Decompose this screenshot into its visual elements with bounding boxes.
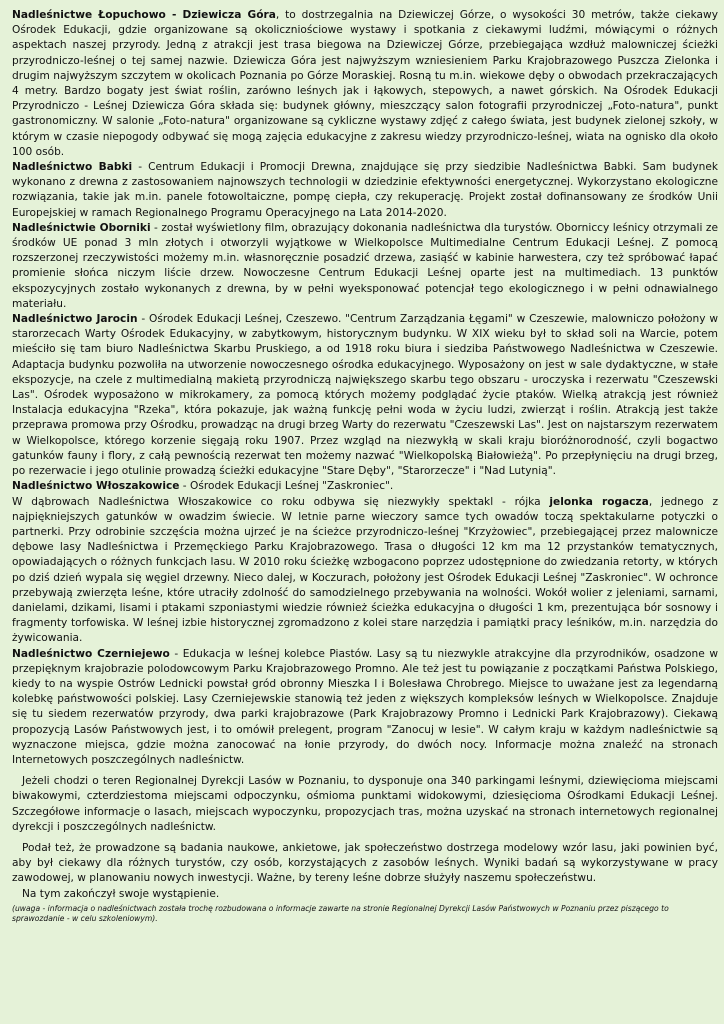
closing-paragraph-3: Na tym zakończył swoje wystąpienie.: [22, 887, 220, 900]
section-oborniki: [12, 221, 718, 312]
section-body: - Edukacja w leśnej kolebce Piastów. Lasy są tu niezwykle atrakcyjne dla przyrodników, osadzone w przepięknym krajobrazie polodowcowym Parku Krajobrazowego Promno. Ale też jest tu powiązanie z początkami Państwa Polskiego, kiedy to na wyspie Ostrów Lednicki powstał gród obronny Mieszka I i Bolesława Chrobrego. Miejsce to uważane jest za legendarną kolebkę państwowości polskiej. Lasy Czerniejewskie stanowią też jeden z większych kompleksów leśnych w Wielkopolsce. Znajduje się tu siedem rezerwatów przyrody, dwa parki krajobrazowe (Park Krajobrazowy Promno i Lednicki Park Krajobrazowy). Ciekawą propozycją Lasów Państwowych jest, i to omówił prelegent, program "Zanocuj w lesie". W całym kraju w każdym nadleśnictwie są wyznaczone miejsca, gdzie można zanocować na łonie przyrody, do dwóch nocy. Informacje można znaleźć na stronach Internetowych poszczególnych nadleśnictw.: [12, 647, 718, 766]
section-body: - Ośrodek Edukacji Leśnej "Zaskroniec".: [179, 480, 394, 493]
section-title: Nadleśnictwo Babki: [12, 161, 133, 174]
section-body: , to dostrzegalnia na Dziewiczej Górze, o wysokości 30 metrów, także ciekawy Ośrodek Edukacji, gdzie organizowane są okoliczniościowe wystawy i spotkania z ciekawymi ludźmi, mówiącymi o różnych aspektach naszej przyrody. Jedną z atrakcji jest trasa biegowa na Dziewiczej Górze, przebiegająca wzdłuż malowniczej ścieżki przyrodniczo-leśnej o tej samej nazwie. Dziewicza Góra jest najwyższym wzniesieniem Parku Krajobrazowego Puszcza Zielonka i drugim najwyższym szczytem w okolicach Poznania po Górze Moraskiej. Rosną tu m.in. wiekowe dęby o obwodach przekraczających 4 metry. Bardzo bogaty jest świat roślin, zarówno leśnych jak i łąkowych, stepowych, a nawet górskich. Na Ośrodek Edukacji Przyrodniczo - Leśnej Dziewicza Góra składa się: budynek główny, mieszczący salon fotografii przyrodniczej „Foto-natura", punkt gastronomiczny. W salonie „Foto-natura" organizowane są cykliczne wystawy zdjęć z całego świata, jest budynek zielonej szkoły, w którym w czasie niepogody odbywać się mogą zajęcia edukacyjne z zakresu wiedzy przyrodniczo-leśnej, wiata na ognisko dla około 100 osób.: [12, 9, 718, 158]
editor-note: (uwaga - informacja o nadleśnictwach została trochę rozbudowana o informacje zawarte na stronie Regionalnej Dyrekcji Lasów Państwowych w Poznaniu przez piszącego to sprawozdanie - w celu szkoleniowym).: [12, 903, 669, 923]
section-body: - Ośrodek Edukacji Leśnej, Czeszewo. "Centrum Zarządzania Łęgami" w Czeszewie, malowniczo położony w starorzecach Warty Ośrodek Edukacyjny, w zabytkowym, historycznym budynku. W XIX wieku był to skład soli na Warcie, potem mieściło się tam biuro Nadleśnictwa Skarbu Pruskiego, a od 1918 roku biura i siedziba Państwowego Nadleśnictwa w Czeszewie. Adaptacja budynku pozwoliła na utworzenie nowoczesnego ośrodka edukacyjnego. Wyposażony on jest w sale dydaktyczne, w stałe ekspozycje, na czele z multimedialną makietą przyrodniczą największego skarbu tego obszaru - uroczyska i rezerwatu "Czeszewski Las". Ośrodek wyposażono w mikrokamery, za pomocą których możemy podglądać życie ptaków. Wielką atrakcją jest również Instalacja edukacyjna "Rzeka", która pokazuje, jak ważną funkcję pełni woda w życiu ludzi, zwierząt i roślin. Atrakcją jest także przeprawa promowa przy Ośrodku, prowadząc na drugi brzeg Warty do rezerwatu "Czeszewski Las". Jest on najstarszym rezerwatem w Wielkopolsce, którego korzenie sięgają roku 1907. Przez wzgląd na niezwykłą w skali kraju bioróżnorodność, czyli bogactwo gatunków fauny i flory, z całą pewnością rezerwat ten możemy nazwać "Wielkopolską Białowieżą". Po przepłynięciu na drugi brzeg, po rezerwacie i jego otulinie prowadzą ścieżki edukacyjne "Stare Dęby", "Starorzecze" i "Nad Lutynią".: [12, 313, 718, 478]
section-body: , jednego z najpiękniejszych gatunków w owadzim świecie. W letnie parne wieczory samce tych owadów toczą spektakularne potyczki o partnerki. Przy odrobinie szczęścia można ujrzeć je na ścieżce przyrodniczo-leśnej "Krzyżowiec", przebiegającej przez malownicze dębowe lasy Nadleśnictwa i Przemęckiego Parku Krajobrazowego. Trasa o długości 12 km ma 12 przystanków tematycznych, opowiadających o różnych funkcjach lasu. W 2010 roku ścieżkę wzbogacono poprzez udostępnione do zwiedzania retorty, w których po dziś dzień wypala się węgiel drzewny. Nieco dalej, w Koczurach, położony jest Ośrodek Edukacji Leśnej "Zaskroniec". W ochronce przebywają zwierzęta leśne, które utraciły zdolność do samodzielnego przebywania na wolności. Wokół wolier z jeleniami, sarnami, danielami, dzikami, lisami i ptakami szponiastymi wiedzie również ścieżka edukacyjna o długości 1 km, prezentująca bór sosnowy i fragmenty torfowiska. W leśnej izbie historycznej zgromadzono z kolei stare narzędzia i pamiątki pracy leśników, m.in. narzędzia do żywicowania.: [12, 495, 719, 645]
section-wloszakowice-body: [12, 495, 718, 647]
section-title: Nadleśnictwe Łopuchowo - Dziewicza Góra: [12, 9, 276, 21]
closing-paragraph-1: Jeżeli chodzi o teren Regionalnej Dyrekcji Lasów w Poznaniu, to dysponuje ona 340 parkingami leśnymi, dziewięcioma miejscami biwakowymi, czterdziestoma miejscami odpoczynku, ośmioma punktami widokowymi, dziesięcioma Ośrodkami Edukacji Leśnej. Szczegółowe informacje o lasach, miejscach wypoczynku, propozycjach tras, można uzyskać na stronach internetowych regionalnej dyrekcji i poszczególnych nadleśnictw.: [12, 775, 718, 833]
section-title: Nadleśnictwo Włoszakowice: [12, 480, 180, 493]
section-body: W dąbrowach Nadleśnictwa Włoszakowice co roku odbywa się niezwykły spektakl - rójka: [12, 495, 550, 508]
section-body: - został wyświetlony film, obrazujący dokonania nadleśnictwa dla turystów. Oborniccy leśnicy otrzymali ze środków UE ponad 3 mln złotych i otworzyli wyjątkowe w Wielkopolsce Multimedialne Centrum Edukacji Leśnej. Z pomocą rozszerzonej rzeczywistości możemy m.in. własnoręcznie posadzić drzewa, zasiąść w kabinie harwestera, czy też spróbować łapać promienie słońca niczym liście drzew. Nowoczesne Centrum Edukacji Leśnej oparte jest na multimediach. 13 punktów ekspozycyjnych zostało wykonanych z drewna, by w pełni wyeksponować potencjał tego ekologicznego i w pełni odnawialnego materiału.: [12, 221, 718, 310]
highlight-term: jelonka rogacza: [549, 495, 649, 508]
section-lopuchowo: [12, 8, 718, 160]
section-title: Nadleśnictwo Czerniejewo: [12, 647, 170, 660]
section-jarocin: [12, 312, 718, 479]
section-babki: [12, 160, 718, 221]
section-title: Nadleśnictwie Oborniki: [12, 221, 151, 234]
section-body: - Centrum Edukacji i Promocji Drewna, znajdujące się przy siedzibie Nadleśnictwa Babki. Sam budynek wykonano z drewna z zastosowaniem najnowszych technologii w dziedzinie efektywności energetycznej. Wykorzystano ekologiczne rozwiązania, takie jak m.in. panele fotowoltaiczne, pompę ciepła, czy rekuperację. Projekt został dofinansowany ze środków Unii Europejskiej w ramach Regionalnego Programu Operacyjnego na Lata 2014-2020.: [12, 161, 718, 219]
section-wloszakowice: [12, 479, 718, 494]
section-czerniejewo: [12, 647, 718, 769]
closing-paragraph-2: Podał też, że prowadzone są badania naukowe, ankietowe, jak społeczeństwo dostrzega modelowy wzór lasu, jaki powinien być, aby był ciekawy dla różnych turystów, czy osób, korzystających z zasobów leśnych. Wyniki badań są wykorzystywane w pracy zawodowej, w planowaniu nowych inwestycji. Ważne, by tereny leśne dobrze służyły naszemu społeczeństwu.: [12, 841, 718, 885]
section-title: Nadleśnictwo Jarocin: [12, 313, 138, 326]
